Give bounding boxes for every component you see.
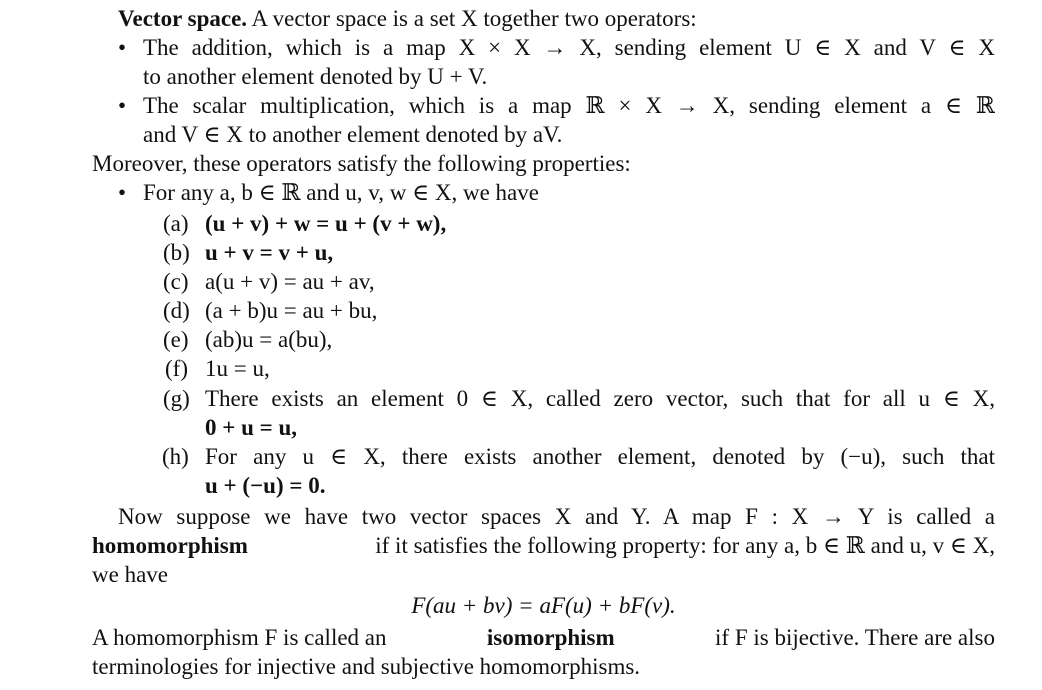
label-d: (d) xyxy=(163,298,190,323)
term-vector-space: Vector space. xyxy=(118,6,248,31)
property-h-cont: u + (−u) = 0. xyxy=(205,473,326,498)
text-line-18: Now suppose we have two vector spaces X and Y. A map F : X → Y is called a xyxy=(118,504,995,529)
term-isomorphism: isomorphism xyxy=(486,625,615,650)
text-line-5: and V ∈ X to another element denoted by aV. xyxy=(143,122,563,147)
text-line-7: For any a, b ∈ ℝ and u, v, w ∈ X, we have xyxy=(143,180,539,205)
definition-vector-space-line xyxy=(118,4,697,33)
label-c: (c) xyxy=(163,269,189,294)
property-d: (a + b)u = au + bu, xyxy=(205,298,378,323)
text-line-19-rest: if it satisfies the following property: for any a, b ∈ ℝ and u, v ∈ X, xyxy=(375,533,995,558)
bullet-icon: • xyxy=(118,93,127,118)
bullet-scalar xyxy=(118,91,126,120)
text-line-22-b: if F is bijective. There are also xyxy=(715,625,995,650)
bullet-addition xyxy=(118,33,126,62)
term-homomorphism: homomorphism xyxy=(92,533,248,558)
text-line-22 xyxy=(92,623,995,652)
text-line-23: terminologies for injective and subjective homomorphisms. xyxy=(92,654,641,679)
label-b: (b) xyxy=(163,240,190,265)
property-c: a(u + v) = au + av, xyxy=(205,269,375,294)
label-f: (f) xyxy=(165,356,188,381)
bullet-icon: • xyxy=(118,35,127,60)
text-line-2: The addition, which is a map X × X → X, sending element U ∈ X and V ∈ X xyxy=(143,35,995,60)
property-a: (u + v) + w = u + (v + w), xyxy=(205,211,447,236)
label-g: (g) xyxy=(163,386,190,411)
text-line-6: Moreover, these operators satisfy the following properties: xyxy=(92,151,631,176)
label-h: (h) xyxy=(162,444,189,469)
bullet-icon: • xyxy=(118,180,127,205)
text-line-4: The scalar multiplication, which is a map ℝ × X → X, sending element a ∈ ℝ xyxy=(143,93,995,118)
property-f: 1u = u, xyxy=(205,356,270,381)
property-g: There exists an element 0 ∈ X, called zero vector, such that for all u ∈ X, xyxy=(205,386,995,411)
label-e: (e) xyxy=(163,327,189,352)
text-line-22-a: A homomorphism F is called an xyxy=(92,625,387,650)
text-line-20: we have xyxy=(92,562,168,587)
text-line-1: A vector space is a set X together two operators: xyxy=(251,6,697,31)
display-equation: F(au + bv) = aF(u) + bF(v). xyxy=(411,593,676,618)
label-a: (a) xyxy=(163,211,189,236)
property-e: (ab)u = a(bu), xyxy=(205,327,333,352)
property-b: u + v = v + u, xyxy=(205,240,334,265)
text-line-19 xyxy=(92,531,995,560)
property-g-cont: 0 + u = u, xyxy=(205,415,298,440)
text-line-3: to another element denoted by U + V. xyxy=(143,64,488,89)
bullet-properties xyxy=(118,178,126,207)
property-h: For any u ∈ X, there exists another element, denoted by (−u), such that xyxy=(205,444,995,469)
